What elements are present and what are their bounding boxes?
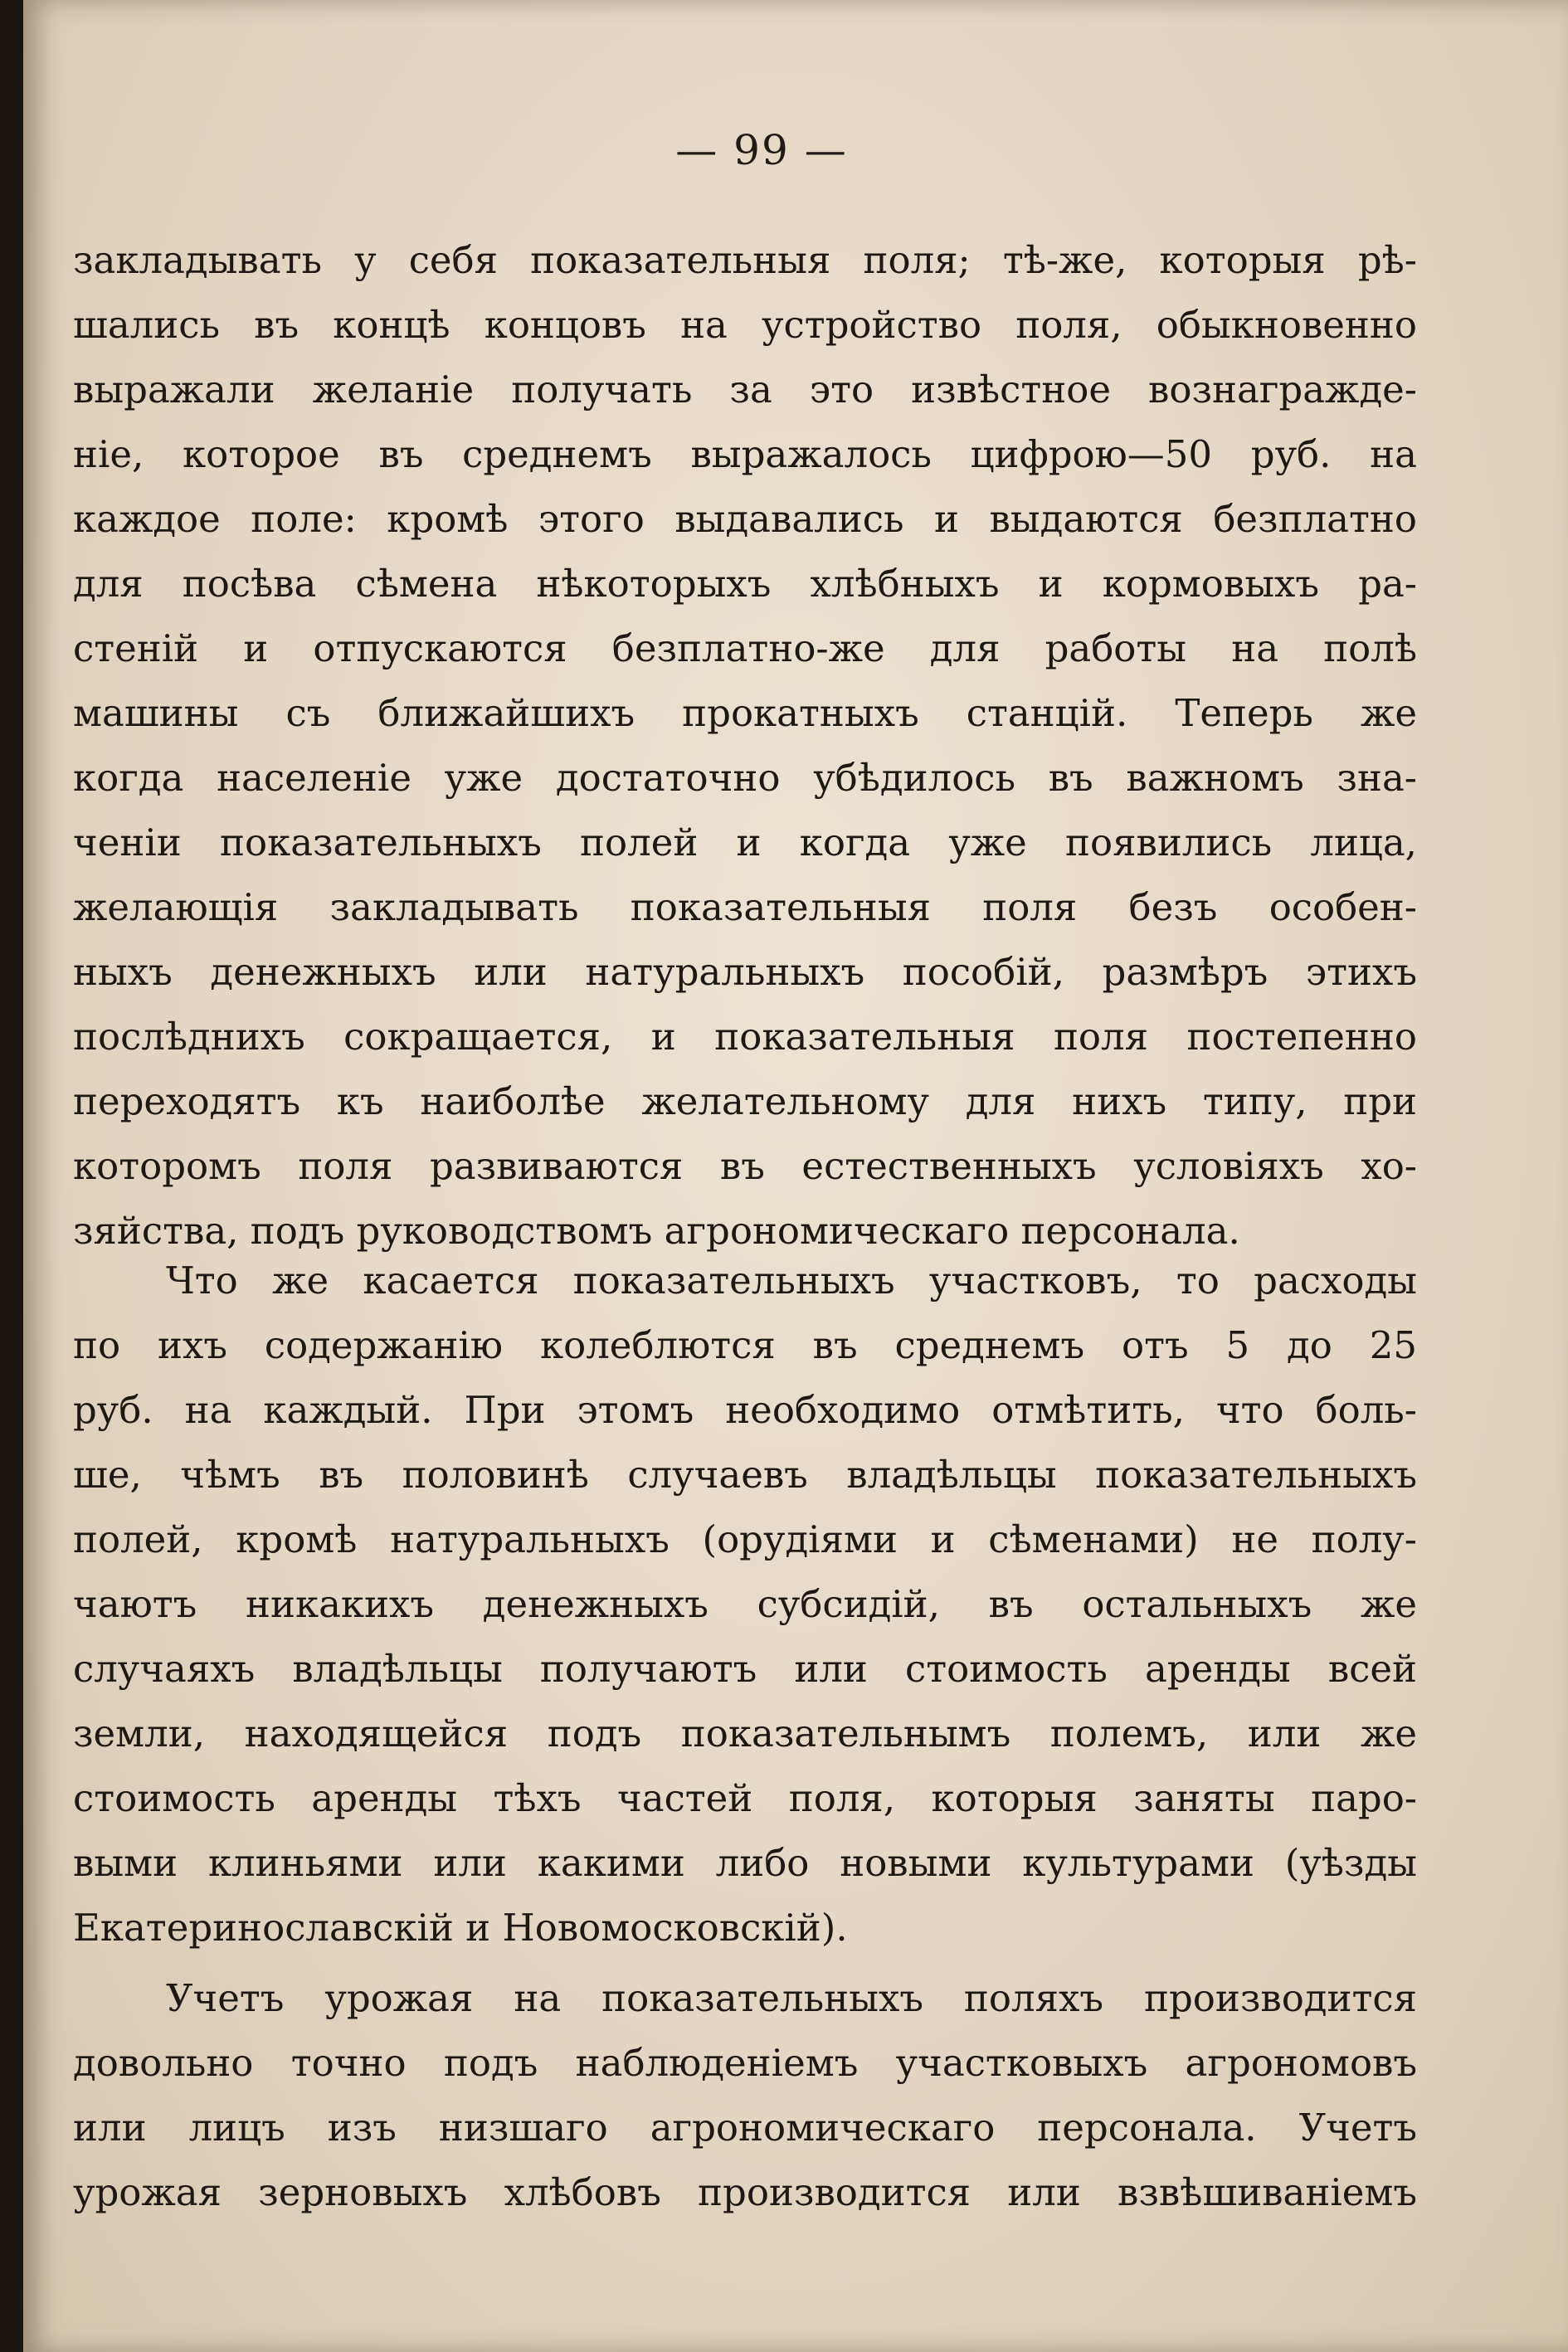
page-number: — 99 —	[675, 126, 848, 174]
paragraph-1	[73, 228, 1417, 1264]
text-line: земли, находящейся подъ показательнымъ полемъ, или же	[73, 1712, 1417, 1755]
text-line: Что же касается показательныхъ участковъ, то расходы	[166, 1259, 1417, 1303]
text-line: ныхъ денежныхъ или натуральныхъ пособій, размѣръ этихъ	[73, 950, 1417, 994]
text-line: выражали желаніе получать за это извѣстное вознагражде-	[73, 368, 1417, 411]
text-line: закладывать у себя показательныя поля; тѣ-же, которыя рѣ-	[73, 238, 1417, 282]
text-line: переходятъ къ наиболѣе желательному для нихъ типу, при	[73, 1079, 1417, 1123]
text-line: руб. на каждый. При этомъ необходимо отмѣтить, что боль-	[73, 1388, 1417, 1432]
text-line: полей, кромѣ натуральныхъ (орудіями и сѣменами) не полу-	[73, 1517, 1417, 1561]
text-line: ніе, которое въ среднемъ выражалось цифрою—50 руб. на	[73, 432, 1417, 476]
text-line: шались въ концѣ концовъ на устройство поля, обыкновенно	[73, 303, 1417, 347]
text-line: которомъ поля развиваются въ естественныхъ условіяхъ хо-	[73, 1144, 1417, 1188]
text-line: ше, чѣмъ въ половинѣ случаевъ владѣльцы показательныхъ	[73, 1453, 1417, 1497]
text-line: или лицъ изъ низшаго агрономическаго персонала. Учетъ	[73, 2106, 1417, 2150]
text-line: чаютъ никакихъ денежныхъ субсидій, въ остальныхъ же	[73, 1582, 1417, 1626]
text-line: каждое поле: кромѣ этого выдавались и выдаются безплатно	[73, 497, 1417, 541]
text-line: стоимость аренды тѣхъ частей поля, которыя заняты паро-	[73, 1776, 1417, 1820]
text-line: желающія закладывать показательныя поля безъ особен-	[73, 885, 1417, 929]
text-line: когда населеніе уже достаточно убѣдилось въ важномъ зна-	[73, 756, 1417, 800]
text-line: Учетъ урожая на показательныхъ поляхъ производится	[166, 1976, 1417, 2020]
text-line: выми клиньями или какими либо новыми культурами (уѣзды	[73, 1841, 1417, 1885]
text-line: для посѣва сѣмена нѣкоторыхъ хлѣбныхъ и кормовыхъ ра-	[73, 562, 1417, 606]
text-line: послѣднихъ сокращается, и показательныя поля постепенно	[73, 1015, 1417, 1059]
paragraph-2	[73, 1249, 1417, 1960]
text-line: стеній и отпускаются безплатно-же для работы на полѣ	[73, 626, 1417, 670]
book-page	[23, 0, 1568, 2352]
text-line: зяйства, подъ руководствомъ агрономическаго персонала.	[73, 1209, 1240, 1253]
text-line: урожая зерновыхъ хлѣбовъ производится или взвѣшиваніемъ	[73, 2170, 1417, 2214]
text-line: по ихъ содержанію колеблются въ среднемъ отъ 5 до 25	[73, 1323, 1417, 1367]
paragraph-3	[73, 1966, 1417, 2225]
text-line: Екатеринославскій и Новомосковскій).	[73, 1906, 848, 1950]
text-line: случаяхъ владѣльцы получаютъ или стоимость аренды всей	[73, 1647, 1417, 1691]
text-line: ченіи показательныхъ полей и когда уже появились лица,	[73, 821, 1417, 864]
text-line: довольно точно подъ наблюденіемъ участковыхъ агрономовъ	[73, 2041, 1417, 2085]
text-line: машины съ ближайшихъ прокатныхъ станцій. Теперь же	[73, 691, 1417, 735]
